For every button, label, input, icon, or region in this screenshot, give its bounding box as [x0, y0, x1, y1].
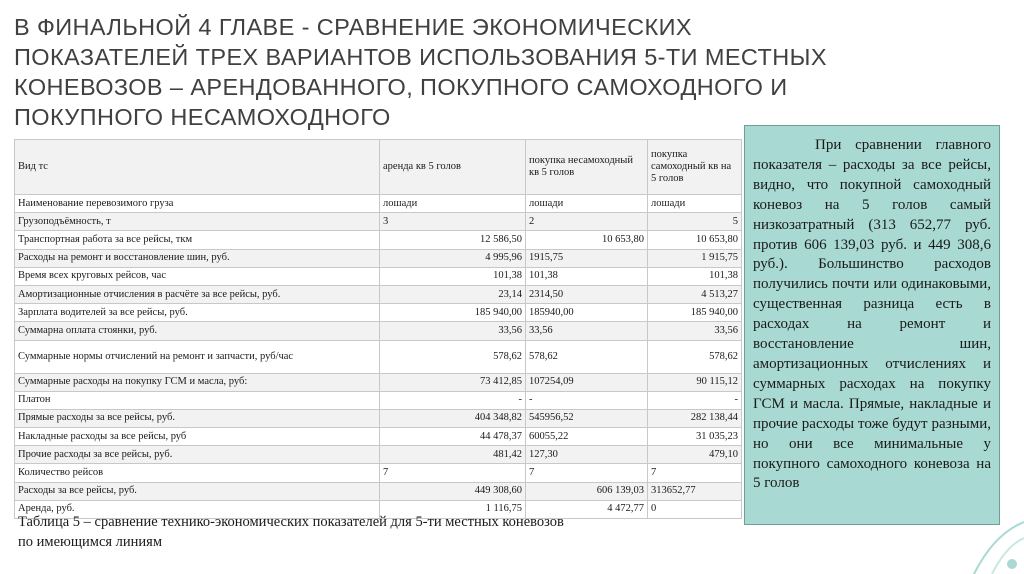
table-cell: 60055,22	[526, 428, 648, 446]
table-header-row	[15, 140, 742, 195]
table-cell: 3	[380, 213, 526, 231]
table-cell: 4 995,96	[380, 249, 526, 267]
title-line: КОНЕВОЗОВ – АРЕНДОВАННОГО, ПОКУПНОГО САМОХОДНОГО И	[14, 74, 788, 100]
title-line: ПОКУПНОГО НЕСАМОХОДНОГО	[14, 104, 391, 130]
table-cell: 1915,75	[526, 249, 648, 267]
table-cell: 31 035,23	[648, 428, 742, 446]
table-row	[15, 428, 742, 446]
column-header: аренда кв 5 голов	[380, 140, 526, 195]
table-cell: -	[526, 391, 648, 409]
table-cell: 578,62	[648, 340, 742, 373]
table-cell: 33,56	[648, 322, 742, 340]
table-row	[15, 195, 742, 213]
table-cell: 12 586,50	[380, 231, 526, 249]
caption-line-1: Таблица 5 – сравнение технико-экономических показателей для 5-ти местных коневозов	[18, 514, 564, 530]
slide-title	[14, 12, 994, 132]
table-cell: 90 115,12	[648, 373, 742, 391]
table-row	[15, 373, 742, 391]
table-cell: 107254,09	[526, 373, 648, 391]
title-line: В ФИНАЛЬНОЙ 4 ГЛАВЕ - СРАВНЕНИЕ ЭКОНОМИЧЕСКИХ	[14, 14, 692, 40]
table-cell: 7	[380, 464, 526, 482]
table-cell: 479,10	[648, 446, 742, 464]
table-row	[15, 322, 742, 340]
table-cell: 101,38	[380, 267, 526, 285]
table-cell: -	[380, 391, 526, 409]
row-label: Накладные расходы за все рейсы, руб	[15, 428, 380, 446]
table-cell: 10 653,80	[648, 231, 742, 249]
table-cell: 313652,77	[648, 482, 742, 500]
table-row	[15, 267, 742, 285]
table-cell: 0	[648, 500, 742, 518]
row-label: Грузоподъёмность, т	[15, 213, 380, 231]
table-cell: 185 940,00	[648, 304, 742, 322]
table-cell: 185940,00	[526, 304, 648, 322]
row-label: Амортизационные отчисления в расчёте за все рейсы, руб.	[15, 285, 380, 303]
table-row	[15, 391, 742, 409]
table-cell: 33,56	[380, 322, 526, 340]
caption-line-2: по имеющимся линиям	[18, 534, 163, 550]
table-row	[15, 464, 742, 482]
table-cell: 481,42	[380, 446, 526, 464]
table-cell: 4 513,27	[648, 285, 742, 303]
table-cell: 2	[526, 213, 648, 231]
row-label: Наименование перевозимого груза	[15, 195, 380, 213]
table-row	[15, 285, 742, 303]
column-header: Вид тс	[15, 140, 380, 195]
table-cell: 73 412,85	[380, 373, 526, 391]
table-cell: 44 478,37	[380, 428, 526, 446]
table-row	[15, 340, 742, 373]
summary-note	[744, 125, 1000, 525]
table-cell: 23,14	[380, 285, 526, 303]
table-cell: 101,38	[648, 267, 742, 285]
table-cell: лошади	[380, 195, 526, 213]
table-cell: лошади	[526, 195, 648, 213]
table-caption	[18, 512, 718, 552]
table-cell: 404 348,82	[380, 409, 526, 427]
title-line: ПОКАЗАТЕЛЕЙ ТРЕХ ВАРИАНТОВ ИСПОЛЬЗОВАНИЯ 5-ТИ МЕСТНЫХ	[14, 44, 827, 70]
row-label: Расходы за все рейсы, руб.	[15, 482, 380, 500]
table-row	[15, 304, 742, 322]
row-label: Суммарные расходы на покупку ГСМ и масла, руб:	[15, 373, 380, 391]
table-cell: 7	[526, 464, 648, 482]
table-cell: 185 940,00	[380, 304, 526, 322]
table-cell: 578,62	[380, 340, 526, 373]
row-label: Зарплата водителей за все рейсы, руб.	[15, 304, 380, 322]
table-row	[15, 409, 742, 427]
row-label: Суммарные нормы отчислений на ремонт и запчасти, руб/час	[15, 340, 380, 373]
table-cell: 578,62	[526, 340, 648, 373]
summary-text: При сравнении главного показателя – расходы за все рейсы, видно, что покупной самоходный коневоз на 5 голов самый низкозатратный (313 652,77 руб. против 606 139,03 руб. и 449 308,6 руб.). Большинство расходов получились почти или одинаковыми, существенная разница есть в расходах на ремонт и восстановление шин, амортизационных отчислениях и суммарных расходах на покупку ГСМ и масла. Прямые, накладные и прочие расходы тоже будут разными, но они все минимальные у покупного самоходного коневоза на 5 голов	[753, 137, 991, 492]
comparison-table	[14, 139, 742, 519]
column-header: покупка несамоходный кв 5 голов	[526, 140, 648, 195]
row-label: Аренда, руб.	[15, 500, 380, 518]
table-row	[15, 482, 742, 500]
table-row	[15, 231, 742, 249]
table-cell: 101,38	[526, 267, 648, 285]
table-row	[15, 249, 742, 267]
table-cell: 282 138,44	[648, 409, 742, 427]
table-cell: 2314,50	[526, 285, 648, 303]
table-cell: 4 472,77	[526, 500, 648, 518]
table-cell: 7	[648, 464, 742, 482]
table-cell: 606 139,03	[526, 482, 648, 500]
table-cell: 33,56	[526, 322, 648, 340]
row-label: Прочие расходы за все рейсы, руб.	[15, 446, 380, 464]
table-row	[15, 446, 742, 464]
table-cell: 127,30	[526, 446, 648, 464]
row-label: Количество рейсов	[15, 464, 380, 482]
row-label: Платон	[15, 391, 380, 409]
column-header: покупка самоходный кв на 5 голов	[648, 140, 742, 195]
table-cell: лошади	[648, 195, 742, 213]
table-row	[15, 213, 742, 231]
table-cell: 449 308,60	[380, 482, 526, 500]
row-label: Расходы на ремонт и восстановление шин, руб.	[15, 249, 380, 267]
table-cell: 5	[648, 213, 742, 231]
decoration-curve	[992, 538, 1024, 574]
row-label: Транспортная работа за все рейсы, ткм	[15, 231, 380, 249]
row-label: Суммарна оплата стоянки, руб.	[15, 322, 380, 340]
table-cell: 1 116,75	[380, 500, 526, 518]
decoration-dot	[1007, 559, 1017, 569]
table-cell: 1 915,75	[648, 249, 742, 267]
row-label: Время всех круговых рейсов, час	[15, 267, 380, 285]
table-cell: 10 653,80	[526, 231, 648, 249]
row-label: Прямые расходы за все рейсы, руб.	[15, 409, 380, 427]
table-cell: 545956,52	[526, 409, 648, 427]
corner-decoration	[954, 514, 1024, 574]
decoration-curve	[974, 522, 1024, 574]
table-cell: -	[648, 391, 742, 409]
